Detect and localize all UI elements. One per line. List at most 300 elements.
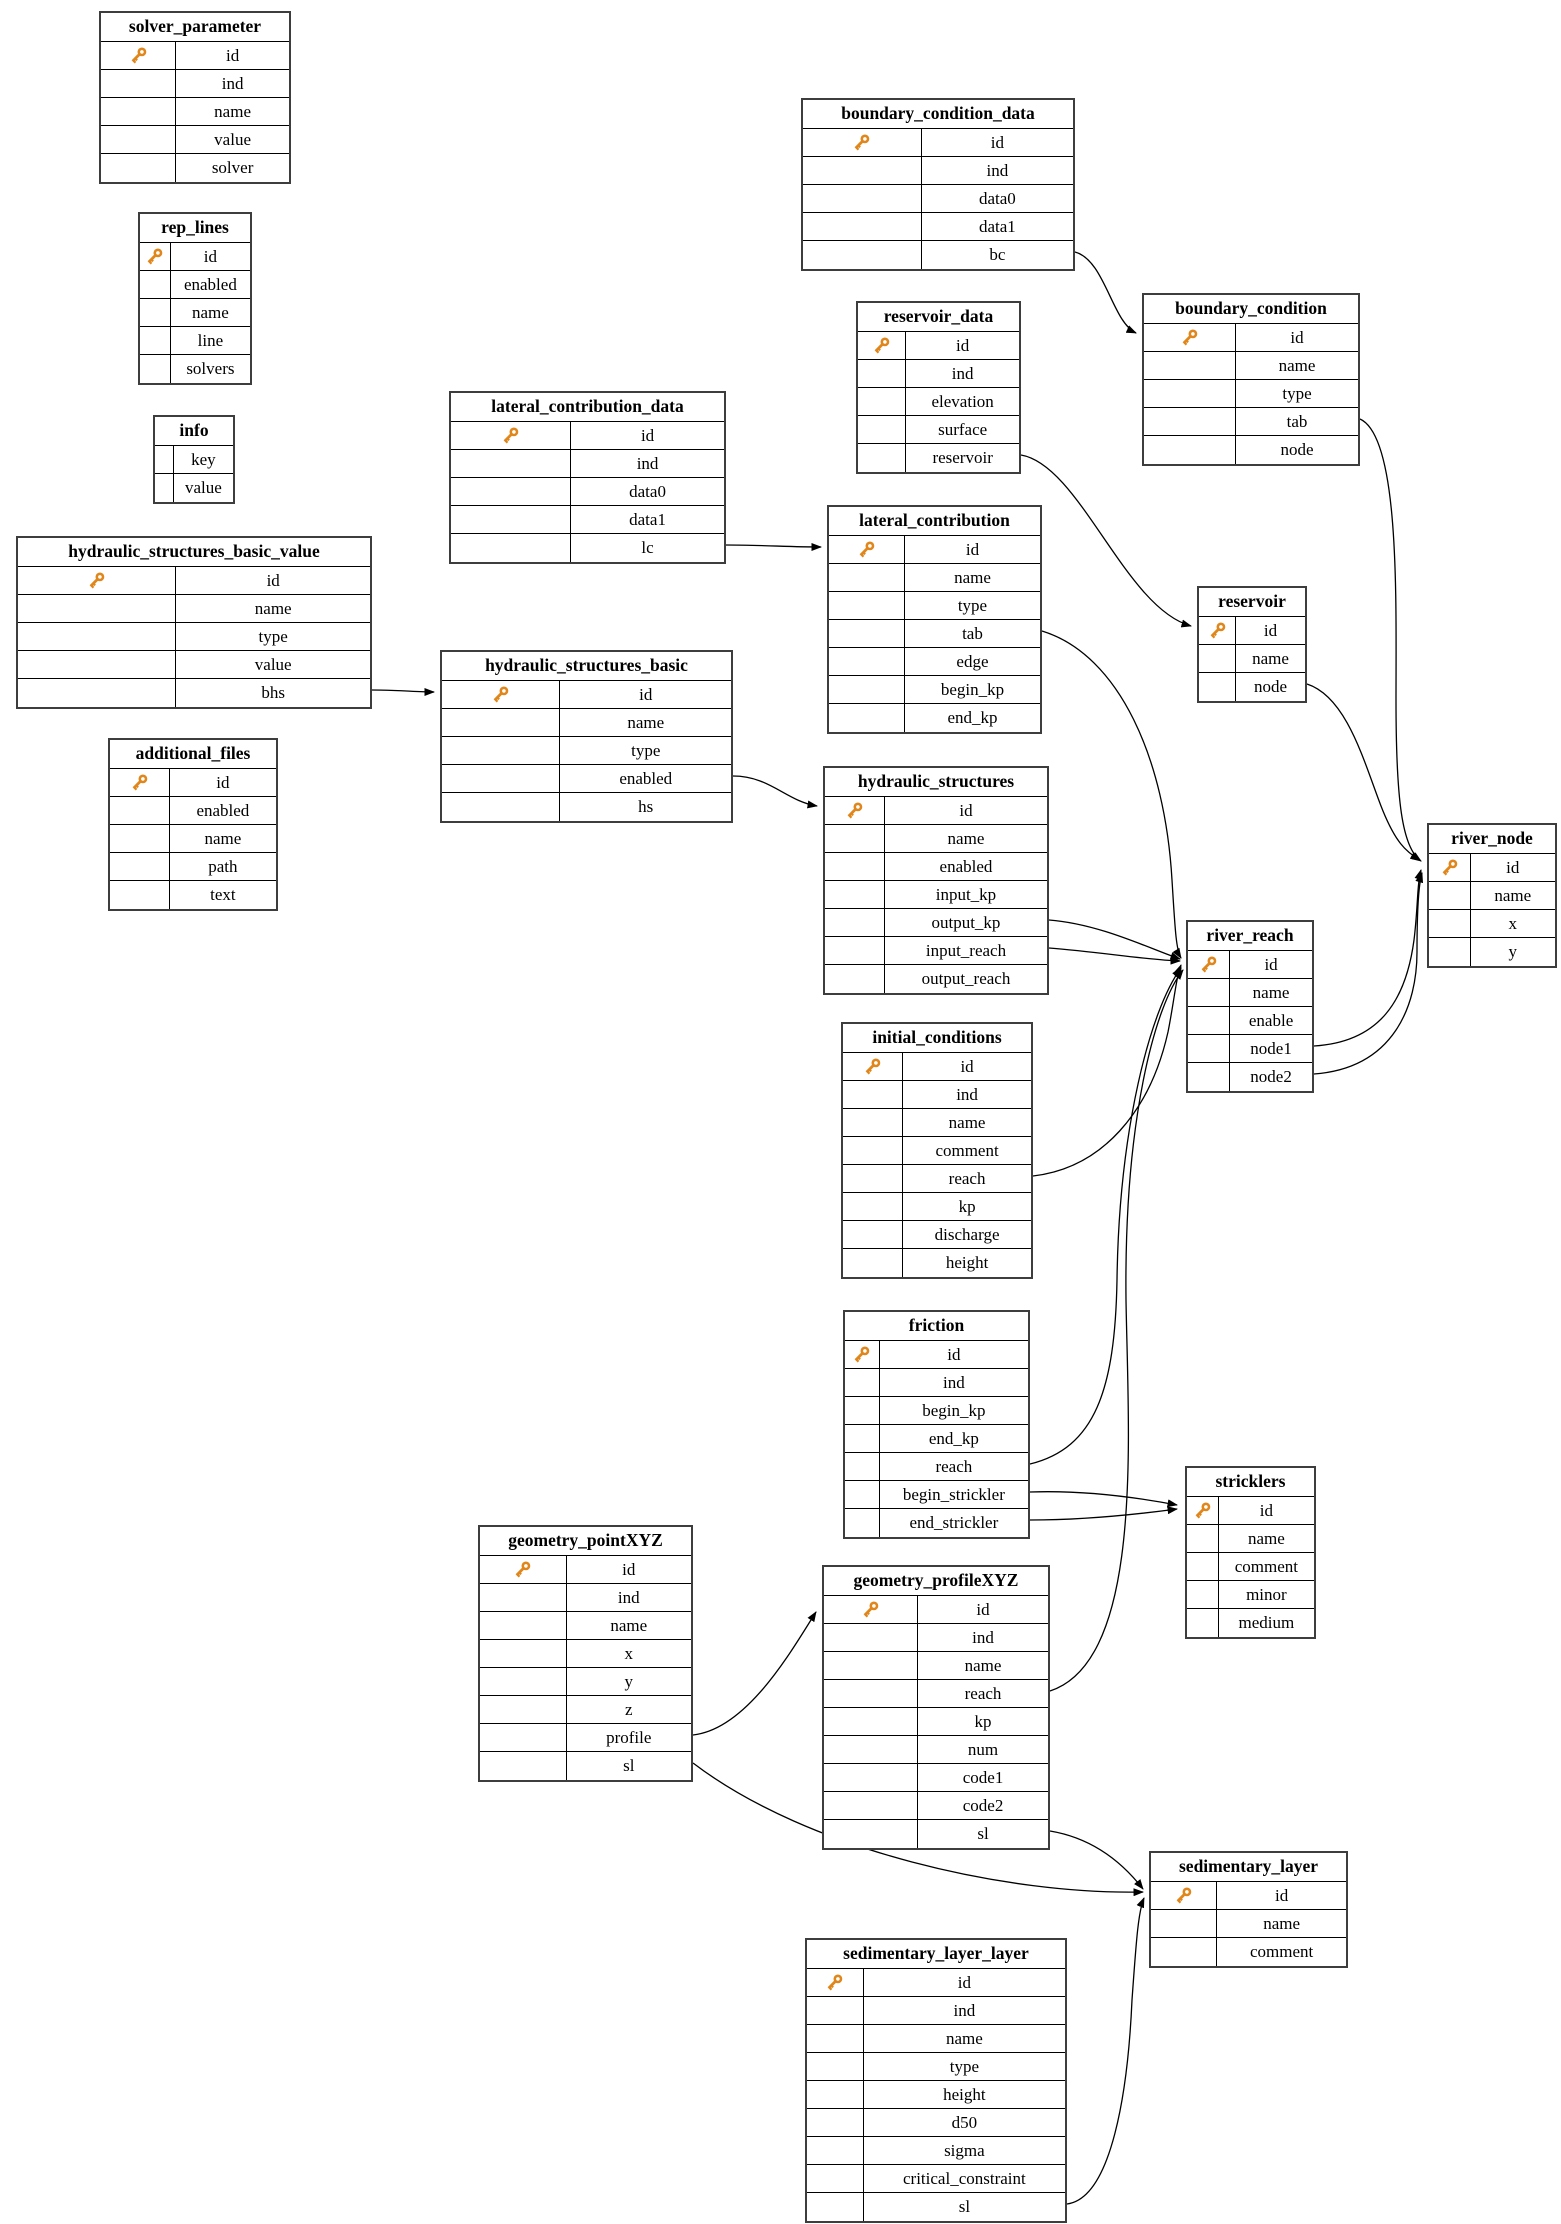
primary-key-icon	[824, 1972, 845, 1993]
field-row	[824, 1792, 1048, 1820]
key-cell-empty	[824, 1624, 918, 1651]
primary-key-icon	[1192, 1500, 1213, 1521]
field-row	[451, 478, 724, 506]
field-name: kp	[958, 1197, 976, 1216]
field-row	[843, 1165, 1031, 1193]
field-row	[825, 881, 1047, 909]
key-cell-empty	[843, 1249, 903, 1277]
field-row	[843, 1109, 1031, 1137]
edge-lc-to-lateral_contribution	[726, 545, 821, 547]
key-cell-empty	[807, 2193, 864, 2221]
field-row	[824, 1596, 1048, 1624]
field-name: discharge	[934, 1225, 1000, 1244]
field-name: input_kp	[935, 885, 997, 904]
key-cell-empty	[1199, 673, 1236, 701]
field-name: comment	[1234, 1557, 1298, 1576]
field-name: id	[203, 247, 218, 266]
key-cell-empty	[807, 2081, 864, 2108]
field-name: id	[1259, 1501, 1273, 1520]
field-row	[442, 709, 731, 737]
edge-ic-reach-to-river_reach	[1033, 965, 1181, 1176]
field-row	[807, 2053, 1065, 2081]
field-name: y	[1508, 942, 1518, 961]
field-row	[480, 1612, 691, 1640]
field-name: enabled	[939, 857, 993, 876]
field-row	[1151, 1938, 1346, 1966]
key-cell-empty	[825, 937, 885, 964]
field-row	[824, 1820, 1048, 1848]
key-cell-empty	[1144, 352, 1236, 379]
edge-bhs-to-hydraulic_structures_basic	[372, 690, 434, 692]
field-row	[451, 506, 724, 534]
key-cell-empty	[843, 1081, 903, 1108]
key-cell-empty	[1188, 979, 1230, 1006]
field-name: solver	[211, 158, 254, 177]
key-cell-empty	[1144, 436, 1236, 464]
key-cell-empty	[1188, 1035, 1230, 1062]
edge-reservoir-node-to-river_node	[1307, 684, 1420, 860]
key-cell-empty	[858, 360, 906, 387]
field-row	[18, 679, 370, 707]
primary-key-cell	[824, 1596, 918, 1623]
field-name: num	[967, 1740, 999, 1759]
field-row	[825, 797, 1047, 825]
field-row	[1151, 1910, 1346, 1938]
key-cell-empty	[843, 1165, 903, 1192]
field-row	[1199, 645, 1305, 673]
field-row	[807, 2165, 1065, 2193]
key-cell-empty	[843, 1109, 903, 1136]
table-hydraulic_structures	[823, 766, 1049, 995]
field-name: sigma	[944, 2141, 985, 2160]
field-name: id	[225, 46, 240, 65]
field-row	[807, 2081, 1065, 2109]
key-cell-empty	[480, 1668, 567, 1695]
table-friction	[843, 1310, 1030, 1539]
key-cell-empty	[825, 965, 885, 993]
key-cell-empty	[451, 506, 571, 533]
primary-key-icon	[500, 425, 521, 446]
field-name: critical_constraint	[903, 2169, 1026, 2188]
field-name: code2	[962, 1796, 1004, 1815]
field-row	[101, 42, 289, 70]
key-cell-empty	[101, 154, 176, 182]
primary-key-cell	[1188, 951, 1230, 978]
field-name: surface	[938, 420, 988, 439]
field-name: id	[956, 336, 970, 355]
field-name: end_strickler	[909, 1513, 999, 1532]
field-row	[824, 1680, 1048, 1708]
field-name: sl	[623, 1756, 635, 1775]
field-row	[110, 797, 276, 825]
table-rep_lines	[138, 212, 252, 385]
field-name: height	[945, 1253, 989, 1272]
field-row	[858, 416, 1019, 444]
field-row	[18, 595, 370, 623]
table-lateral_contribution_data	[449, 391, 726, 564]
field-row	[829, 676, 1040, 704]
key-cell-empty	[829, 676, 905, 703]
field-name: height	[943, 2085, 986, 2104]
field-row	[442, 765, 731, 793]
field-row	[825, 965, 1047, 993]
field-row	[843, 1081, 1031, 1109]
primary-key-cell	[1199, 617, 1236, 644]
primary-key-icon	[512, 1559, 533, 1580]
key-cell-empty	[845, 1425, 880, 1452]
field-row	[1187, 1581, 1314, 1609]
field-name: type	[258, 627, 288, 646]
field-name: id	[1263, 621, 1278, 640]
key-cell-empty	[451, 534, 571, 562]
field-name: type	[631, 741, 661, 760]
field-row	[101, 70, 289, 98]
table-reservoir_data	[856, 301, 1021, 474]
field-row	[845, 1453, 1028, 1481]
table-title: initial_conditions	[843, 1024, 1031, 1053]
field-row	[829, 536, 1040, 564]
edge-layer-sl-to-sedimentary_layer	[1067, 1898, 1144, 2204]
field-name: reservoir	[932, 448, 993, 467]
field-row	[480, 1668, 691, 1696]
table-hydraulic_structures_basic_value	[16, 536, 372, 709]
field-name: reach	[935, 1457, 973, 1476]
field-row	[1199, 673, 1305, 701]
field-row	[442, 793, 731, 821]
table-river_node	[1427, 823, 1557, 968]
primary-key-cell	[1144, 324, 1236, 351]
field-name: data1	[629, 510, 666, 529]
key-cell-empty	[155, 474, 174, 502]
table-title: reservoir_data	[858, 303, 1019, 332]
key-cell-empty	[843, 1221, 903, 1248]
primary-key-icon	[86, 570, 107, 591]
key-cell-empty	[18, 623, 176, 650]
field-name: elevation	[931, 392, 994, 411]
edge-node2-to-river_node	[1314, 873, 1422, 1074]
key-cell-empty	[845, 1481, 880, 1508]
field-row	[825, 853, 1047, 881]
field-name: key	[191, 450, 216, 469]
key-cell-empty	[101, 70, 176, 97]
field-name: name	[947, 829, 985, 848]
field-name: value	[254, 655, 292, 674]
field-row	[1429, 854, 1555, 882]
edge-output_reach-to-river_reach	[1049, 948, 1180, 961]
field-row	[451, 534, 724, 562]
table-reservoir	[1197, 586, 1307, 703]
field-name: sl	[977, 1824, 989, 1843]
primary-key-cell	[140, 243, 171, 270]
field-name: type	[1282, 384, 1312, 403]
table-lateral_contribution	[827, 505, 1042, 734]
table-title: friction	[845, 1312, 1028, 1341]
field-name: enable	[1248, 1011, 1294, 1030]
field-name: end_kp	[928, 1429, 979, 1448]
field-name: code1	[962, 1768, 1004, 1787]
table-hydraulic_structures_basic	[440, 650, 733, 823]
primary-key-icon	[851, 1344, 872, 1365]
field-row	[824, 1708, 1048, 1736]
field-row	[480, 1696, 691, 1724]
field-name: ind	[956, 1085, 978, 1104]
key-cell-empty	[1429, 882, 1471, 909]
key-cell-empty	[843, 1137, 903, 1164]
primary-key-icon	[128, 45, 149, 66]
field-row	[480, 1556, 691, 1584]
field-name: id	[1506, 858, 1520, 877]
key-cell-empty	[1187, 1525, 1219, 1552]
field-row	[843, 1249, 1031, 1277]
field-row	[829, 648, 1040, 676]
field-row	[845, 1425, 1028, 1453]
key-cell-empty	[18, 595, 176, 622]
field-row	[824, 1736, 1048, 1764]
field-name: name	[948, 1113, 986, 1132]
key-cell-empty	[480, 1640, 567, 1667]
key-cell-empty	[829, 704, 905, 732]
field-name: name	[1252, 983, 1290, 1002]
primary-key-icon	[1198, 954, 1219, 975]
field-name: ind	[617, 1588, 640, 1607]
table-boundary_condition_data	[801, 98, 1075, 271]
key-cell-empty	[480, 1752, 567, 1780]
key-cell-empty	[824, 1652, 918, 1679]
key-cell-empty	[155, 446, 174, 473]
field-name: ind	[953, 2001, 976, 2020]
field-row	[18, 567, 370, 595]
key-cell-empty	[845, 1509, 880, 1537]
field-name: node	[1280, 440, 1314, 459]
field-name: edge	[956, 652, 989, 671]
table-river_reach	[1186, 920, 1314, 1093]
field-row	[480, 1724, 691, 1752]
key-cell-empty	[1188, 1063, 1230, 1091]
field-row	[803, 129, 1073, 157]
key-cell-empty	[451, 450, 571, 477]
key-cell-empty	[110, 853, 170, 880]
table-stricklers	[1185, 1466, 1316, 1639]
field-name: id	[1275, 1886, 1289, 1905]
field-name: ind	[636, 454, 659, 473]
key-cell-empty	[1151, 1910, 1217, 1937]
key-cell-empty	[1429, 938, 1471, 966]
field-row	[451, 422, 724, 450]
field-row	[1429, 938, 1555, 966]
field-name: type	[949, 2057, 980, 2076]
key-cell-empty	[451, 478, 571, 505]
primary-key-cell	[858, 332, 906, 359]
field-name: name	[1278, 356, 1316, 375]
edge-profile-to-geometry_profileXYZ	[693, 1612, 816, 1735]
field-row	[140, 327, 250, 355]
field-row	[858, 444, 1019, 472]
field-row	[807, 1969, 1065, 1997]
field-name: bhs	[261, 683, 285, 702]
field-name: id	[266, 571, 280, 590]
field-row	[101, 154, 289, 182]
field-row	[1429, 910, 1555, 938]
key-cell-empty	[807, 2025, 864, 2052]
key-cell-empty	[843, 1193, 903, 1220]
field-row	[1187, 1525, 1314, 1553]
field-row	[843, 1221, 1031, 1249]
edge-begin_strickler-to-stricklers	[1030, 1492, 1177, 1505]
primary-key-icon	[1207, 620, 1228, 641]
table-geometry_pointXYZ	[478, 1525, 693, 1782]
field-name: id	[965, 540, 980, 559]
table-boundary_condition	[1142, 293, 1360, 466]
field-name: id	[1290, 328, 1304, 347]
field-row	[807, 2025, 1065, 2053]
edge-end_strickler-to-stricklers	[1030, 1509, 1177, 1520]
field-name: name	[254, 599, 292, 618]
field-name: lc	[641, 538, 654, 557]
field-name: enabled	[183, 275, 237, 294]
key-cell-empty	[140, 271, 171, 298]
field-name: id	[216, 773, 230, 792]
table-title: river_reach	[1188, 922, 1312, 951]
field-row	[845, 1397, 1028, 1425]
edge-reservoir_data-to-reservoir	[1021, 455, 1191, 626]
field-name: output_kp	[931, 913, 1001, 932]
key-cell-empty	[480, 1696, 567, 1723]
field-row	[858, 332, 1019, 360]
edge-bc-node-to-river_node	[1360, 419, 1421, 861]
key-cell-empty	[1429, 910, 1471, 937]
key-cell-empty	[825, 825, 885, 852]
field-row	[1187, 1497, 1314, 1525]
field-row	[1151, 1882, 1346, 1910]
field-row	[824, 1764, 1048, 1792]
field-row	[140, 355, 250, 383]
primary-key-cell	[829, 536, 905, 563]
field-row	[807, 1997, 1065, 2025]
key-cell-empty	[110, 825, 170, 852]
key-cell-empty	[442, 793, 560, 821]
table-title: river_node	[1429, 825, 1555, 854]
field-name: value	[184, 478, 222, 497]
key-cell-empty	[101, 126, 176, 153]
key-cell-empty	[824, 1820, 918, 1848]
field-row	[824, 1624, 1048, 1652]
table-title: reservoir	[1199, 588, 1305, 617]
key-cell-empty	[1187, 1553, 1219, 1580]
field-name: profile	[606, 1728, 652, 1747]
table-additional_files	[108, 738, 278, 911]
key-cell-empty	[858, 416, 906, 443]
field-name: data1	[978, 217, 1016, 236]
field-name: tab	[962, 624, 983, 643]
field-name: id	[959, 801, 973, 820]
field-name: line	[197, 331, 224, 350]
primary-key-cell	[451, 422, 571, 449]
edge-input_reach-to-river_reach	[1049, 920, 1180, 959]
key-cell-empty	[824, 1680, 918, 1707]
table-title: hydraulic_structures_basic_value	[18, 538, 370, 567]
key-cell-empty	[829, 648, 905, 675]
field-row	[845, 1509, 1028, 1537]
field-name: node	[1254, 677, 1288, 696]
key-cell-empty	[18, 679, 176, 707]
field-row	[101, 126, 289, 154]
field-name: data0	[978, 189, 1016, 208]
field-row	[1199, 617, 1305, 645]
primary-key-cell	[843, 1053, 903, 1080]
field-row	[807, 2193, 1065, 2221]
field-row	[140, 243, 250, 271]
key-cell-empty	[1144, 408, 1236, 435]
field-name: id	[1264, 955, 1278, 974]
table-title: boundary_condition	[1144, 295, 1358, 324]
field-row	[829, 620, 1040, 648]
primary-key-icon	[490, 684, 511, 705]
field-row	[825, 937, 1047, 965]
table-title: info	[155, 417, 233, 446]
key-cell-empty	[858, 444, 906, 472]
field-name: name	[1252, 649, 1289, 668]
field-name: z	[624, 1700, 633, 1719]
field-row	[1144, 380, 1358, 408]
field-row	[480, 1752, 691, 1780]
edge-hs-to-hydraulic_structures	[733, 776, 817, 806]
field-name: ind	[986, 161, 1009, 180]
field-name: x	[624, 1644, 633, 1663]
field-row	[858, 360, 1019, 388]
field-row	[829, 564, 1040, 592]
field-name: begin_kp	[922, 1401, 986, 1420]
key-cell-empty	[824, 1736, 918, 1763]
key-cell-empty	[829, 620, 905, 647]
field-name: y	[624, 1672, 633, 1691]
field-row	[824, 1652, 1048, 1680]
key-cell-empty	[110, 881, 170, 909]
key-cell-empty	[807, 2137, 864, 2164]
edge-profile-reach-to-river_reach	[1050, 970, 1183, 1691]
table-geometry_profileXYZ	[822, 1565, 1050, 1850]
field-name: name	[627, 713, 665, 732]
key-cell-empty	[807, 1997, 864, 2024]
primary-key-cell	[807, 1969, 864, 1996]
table-title: boundary_condition_data	[803, 100, 1073, 129]
key-cell-empty	[803, 157, 922, 184]
field-name: id	[947, 1345, 961, 1364]
field-name: name	[191, 303, 229, 322]
table-info	[153, 415, 235, 504]
field-name: medium	[1238, 1613, 1295, 1632]
primary-key-icon	[129, 772, 150, 793]
key-cell-empty	[442, 765, 560, 792]
key-cell-empty	[442, 709, 560, 736]
field-row	[1144, 408, 1358, 436]
field-name: path	[208, 857, 238, 876]
table-title: sedimentary_layer_layer	[807, 1940, 1065, 1969]
field-name: reach	[948, 1169, 986, 1188]
field-name: x	[1508, 914, 1518, 933]
field-row	[843, 1137, 1031, 1165]
field-row	[18, 651, 370, 679]
field-row	[110, 881, 276, 909]
field-name: id	[960, 1057, 974, 1076]
field-row	[803, 241, 1073, 269]
key-cell-empty	[1187, 1609, 1219, 1637]
field-row	[829, 592, 1040, 620]
primary-key-cell	[480, 1556, 567, 1583]
primary-key-icon	[144, 246, 165, 267]
field-row	[18, 623, 370, 651]
primary-key-icon	[1439, 857, 1460, 878]
primary-key-icon	[1179, 327, 1200, 348]
